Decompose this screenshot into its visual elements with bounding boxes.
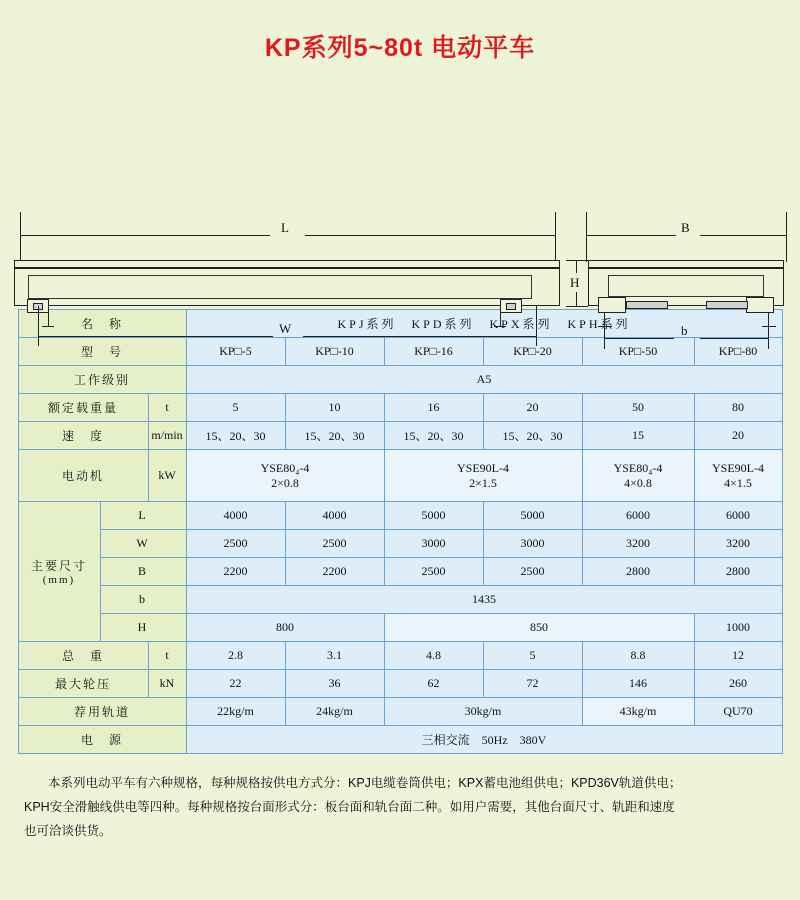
rated-load-cell: 10	[285, 394, 384, 422]
motor-cell	[186, 450, 384, 502]
motor-model: YSE90L-4	[712, 460, 764, 475]
speed-cell: 15	[582, 422, 694, 450]
rated-load-cell: 80	[694, 394, 782, 422]
dim-B-cell: 2200	[285, 558, 384, 586]
dim-W-cell: 2500	[285, 530, 384, 558]
dim-label-cell-H: H	[100, 614, 186, 642]
dim-W-cell: 3200	[694, 530, 782, 558]
gauge-value: 1435	[186, 586, 782, 614]
speed-cell: 15、20、30	[285, 422, 384, 450]
motor-model: YSE80₄-4	[260, 460, 310, 475]
model-cell: KP□-5	[186, 338, 285, 366]
dim-H-cell: 800	[186, 614, 384, 642]
speed-cell: 15、20、30	[186, 422, 285, 450]
unit-speed: m/min	[148, 422, 186, 450]
dim-L-cell: 4000	[186, 502, 285, 530]
row-label-name: 名 称	[18, 310, 186, 338]
rated-load-cell: 5	[186, 394, 285, 422]
dim-L-cell: 6000	[694, 502, 782, 530]
dim-L-cell: 5000	[384, 502, 483, 530]
table-row-max-wheel-load	[18, 670, 782, 698]
rail-cell: QU70	[694, 698, 782, 726]
rail-foot-left	[42, 326, 54, 327]
row-label-speed: 速 度	[18, 422, 148, 450]
dim-tick-right-B	[786, 212, 787, 262]
row-label-main-dims	[18, 502, 100, 642]
dim-line-b-left	[604, 338, 674, 339]
dim-line-H-top	[566, 260, 588, 261]
table-row-dim-B	[18, 558, 782, 586]
motor-model: YSE80₄-4	[613, 460, 663, 475]
dim-tick-right-W	[536, 306, 537, 346]
page-title: KP系列5~80t 电动平车	[264, 34, 536, 62]
dim-line-B-left	[586, 235, 676, 236]
dim-label-cell-B: B	[100, 558, 186, 586]
dim-W-cell: 3200	[582, 530, 694, 558]
dim-label-L: L	[281, 220, 289, 235]
row-label-duty: 工作级别	[18, 366, 186, 394]
unit-wheel-load: kN	[148, 670, 186, 698]
motor-spec: 4×1.5	[724, 475, 752, 490]
rail-foot-left-end	[598, 326, 612, 327]
dim-B-cell: 2800	[694, 558, 782, 586]
row-label-rail: 荐用轨道	[18, 698, 186, 726]
table-row-dim-W	[18, 530, 782, 558]
deck-top	[14, 260, 560, 268]
model-cell: KP□-50	[582, 338, 694, 366]
axle-left	[626, 301, 668, 309]
dim-tick-left-W	[38, 306, 39, 346]
dim-label-H: H	[570, 275, 580, 290]
table-row-power	[18, 726, 782, 754]
rated-load-cell: 50	[582, 394, 694, 422]
dim-line-b-right	[700, 338, 768, 339]
car-frame-inner-end	[608, 275, 764, 297]
footnote-line-1: 本系列电动平车有六种规格，每种规格按供电方式分：KPJ电缆卷筒供电；KPX蓄电池组供电；KPD36V轨道供电；	[48, 776, 682, 790]
truck-right-end	[746, 297, 774, 313]
rail-cell: 30kg/m	[384, 698, 582, 726]
total-weight-cell: 2.8	[186, 642, 285, 670]
duty-value: A5	[186, 366, 782, 394]
dim-B-cell: 2200	[186, 558, 285, 586]
dim-B-cell: 2500	[483, 558, 582, 586]
motor-cell	[694, 450, 782, 502]
total-weight-cell: 4.8	[384, 642, 483, 670]
max-wheel-load-cell: 146	[582, 670, 694, 698]
power-value: 三相交流 50Hz 380V	[186, 726, 782, 754]
footnote-line-2: KPH安全滑触线供电等四种。每种规格按台面形式分：板台面和轨台面二种。如用户需要，其他台面尺寸、轨距和速度	[24, 799, 675, 814]
dim-tick-right-L	[555, 212, 556, 262]
footnote-line-3: 也可洽谈供货。	[24, 823, 112, 838]
dim-label-cell-b: b	[100, 586, 186, 614]
dim-H-cell: 1000	[694, 614, 782, 642]
dim-tick-right-b	[768, 313, 769, 349]
deck-top-end	[588, 260, 784, 268]
dim-tick-H-upper	[576, 260, 577, 273]
dim-W-cell: 3000	[384, 530, 483, 558]
dim-W-cell: 2500	[186, 530, 285, 558]
motor-cell	[384, 450, 582, 502]
dim-label-cell-L: L	[100, 502, 186, 530]
model-cell: KP□-20	[483, 338, 582, 366]
table-row-dim-b	[18, 586, 782, 614]
main-dims-unit: (mm)	[42, 574, 76, 586]
series-header: KPJ系列 KPD系列 KPX系列 KPH系列	[186, 310, 782, 338]
dim-L-cell: 6000	[582, 502, 694, 530]
speed-cell: 20	[694, 422, 782, 450]
dim-tick-left-L	[20, 212, 21, 262]
total-weight-cell: 5	[483, 642, 582, 670]
rated-load-cell: 20	[483, 394, 582, 422]
rail-cell: 22kg/m	[186, 698, 285, 726]
max-wheel-load-cell: 36	[285, 670, 384, 698]
table-row-rail	[18, 698, 782, 726]
table-row-model	[18, 338, 782, 366]
unit-total-weight: t	[148, 642, 186, 670]
specifications-table	[18, 309, 783, 754]
motor-model: YSE90L-4	[457, 460, 509, 475]
row-label-rated-load: 额定载重量	[18, 394, 148, 422]
dim-line-L-right	[305, 235, 555, 236]
dim-label-b: b	[681, 323, 688, 338]
motor-spec: 2×0.8	[271, 475, 299, 490]
row-label-model: 型 号	[18, 338, 186, 366]
model-cell: KP□-10	[285, 338, 384, 366]
table-row-motor	[18, 450, 782, 502]
motor-spec: 2×1.5	[469, 475, 497, 490]
wheel-right	[506, 303, 516, 310]
truck-left-end	[598, 297, 626, 313]
dim-tick-left-b	[604, 313, 605, 349]
footnote	[24, 772, 776, 843]
rail-cell: 24kg/m	[285, 698, 384, 726]
dim-L-cell: 4000	[285, 502, 384, 530]
main-dims-label: 主要尺寸	[30, 559, 87, 573]
model-cell: KP□-16	[384, 338, 483, 366]
rail-foot-right	[494, 326, 506, 327]
dim-L-cell: 5000	[483, 502, 582, 530]
motor-spec: 4×0.8	[624, 475, 652, 490]
dim-tick-left-B	[586, 212, 587, 262]
dim-B-cell: 2800	[582, 558, 694, 586]
total-weight-cell: 12	[694, 642, 782, 670]
table-row-duty	[18, 366, 782, 394]
rail-foot-right-end	[762, 326, 776, 327]
dim-H-cell: 850	[384, 614, 694, 642]
table-row-rated-load	[18, 394, 782, 422]
max-wheel-load-cell: 62	[384, 670, 483, 698]
dim-tick-H-lower	[576, 292, 577, 306]
speed-cell: 15、20、30	[483, 422, 582, 450]
rail-contact-right	[500, 306, 501, 326]
dim-W-cell: 3000	[483, 530, 582, 558]
max-wheel-load-cell: 72	[483, 670, 582, 698]
row-label-total-weight: 总 重	[18, 642, 148, 670]
rated-load-cell: 16	[384, 394, 483, 422]
model-cell: KP□-80	[694, 338, 782, 366]
total-weight-cell: 3.1	[285, 642, 384, 670]
dim-line-B-right	[700, 235, 786, 236]
unit-motor: kW	[148, 450, 186, 502]
dim-line-W-left	[38, 336, 273, 337]
dim-line-H-bottom	[566, 306, 588, 307]
dim-label-W: W	[279, 321, 292, 336]
dim-line-L-left	[20, 235, 270, 236]
speed-cell: 15、20、30	[384, 422, 483, 450]
axle-right	[706, 301, 748, 309]
table-row-name	[18, 310, 782, 338]
unit-rated-load: t	[148, 394, 186, 422]
car-frame-inner	[28, 275, 532, 299]
total-weight-cell: 8.8	[582, 642, 694, 670]
row-label-max-wheel-load: 最大轮压	[18, 670, 148, 698]
row-label-motor: 电动机	[18, 450, 148, 502]
dim-B-cell: 2500	[384, 558, 483, 586]
rail-cell: 43kg/m	[582, 698, 694, 726]
table-row-total-weight	[18, 642, 782, 670]
max-wheel-load-cell: 22	[186, 670, 285, 698]
dim-line-W-right	[303, 336, 536, 337]
motor-cell	[582, 450, 694, 502]
dim-label-B: B	[681, 220, 690, 235]
dim-label-cell-W: W	[100, 530, 186, 558]
table-row-dim-L	[18, 502, 782, 530]
table-row-dim-H	[18, 614, 782, 642]
max-wheel-load-cell: 260	[694, 670, 782, 698]
row-label-power: 电 源	[18, 726, 186, 754]
table-row-speed	[18, 422, 782, 450]
rail-contact-left	[48, 306, 49, 326]
